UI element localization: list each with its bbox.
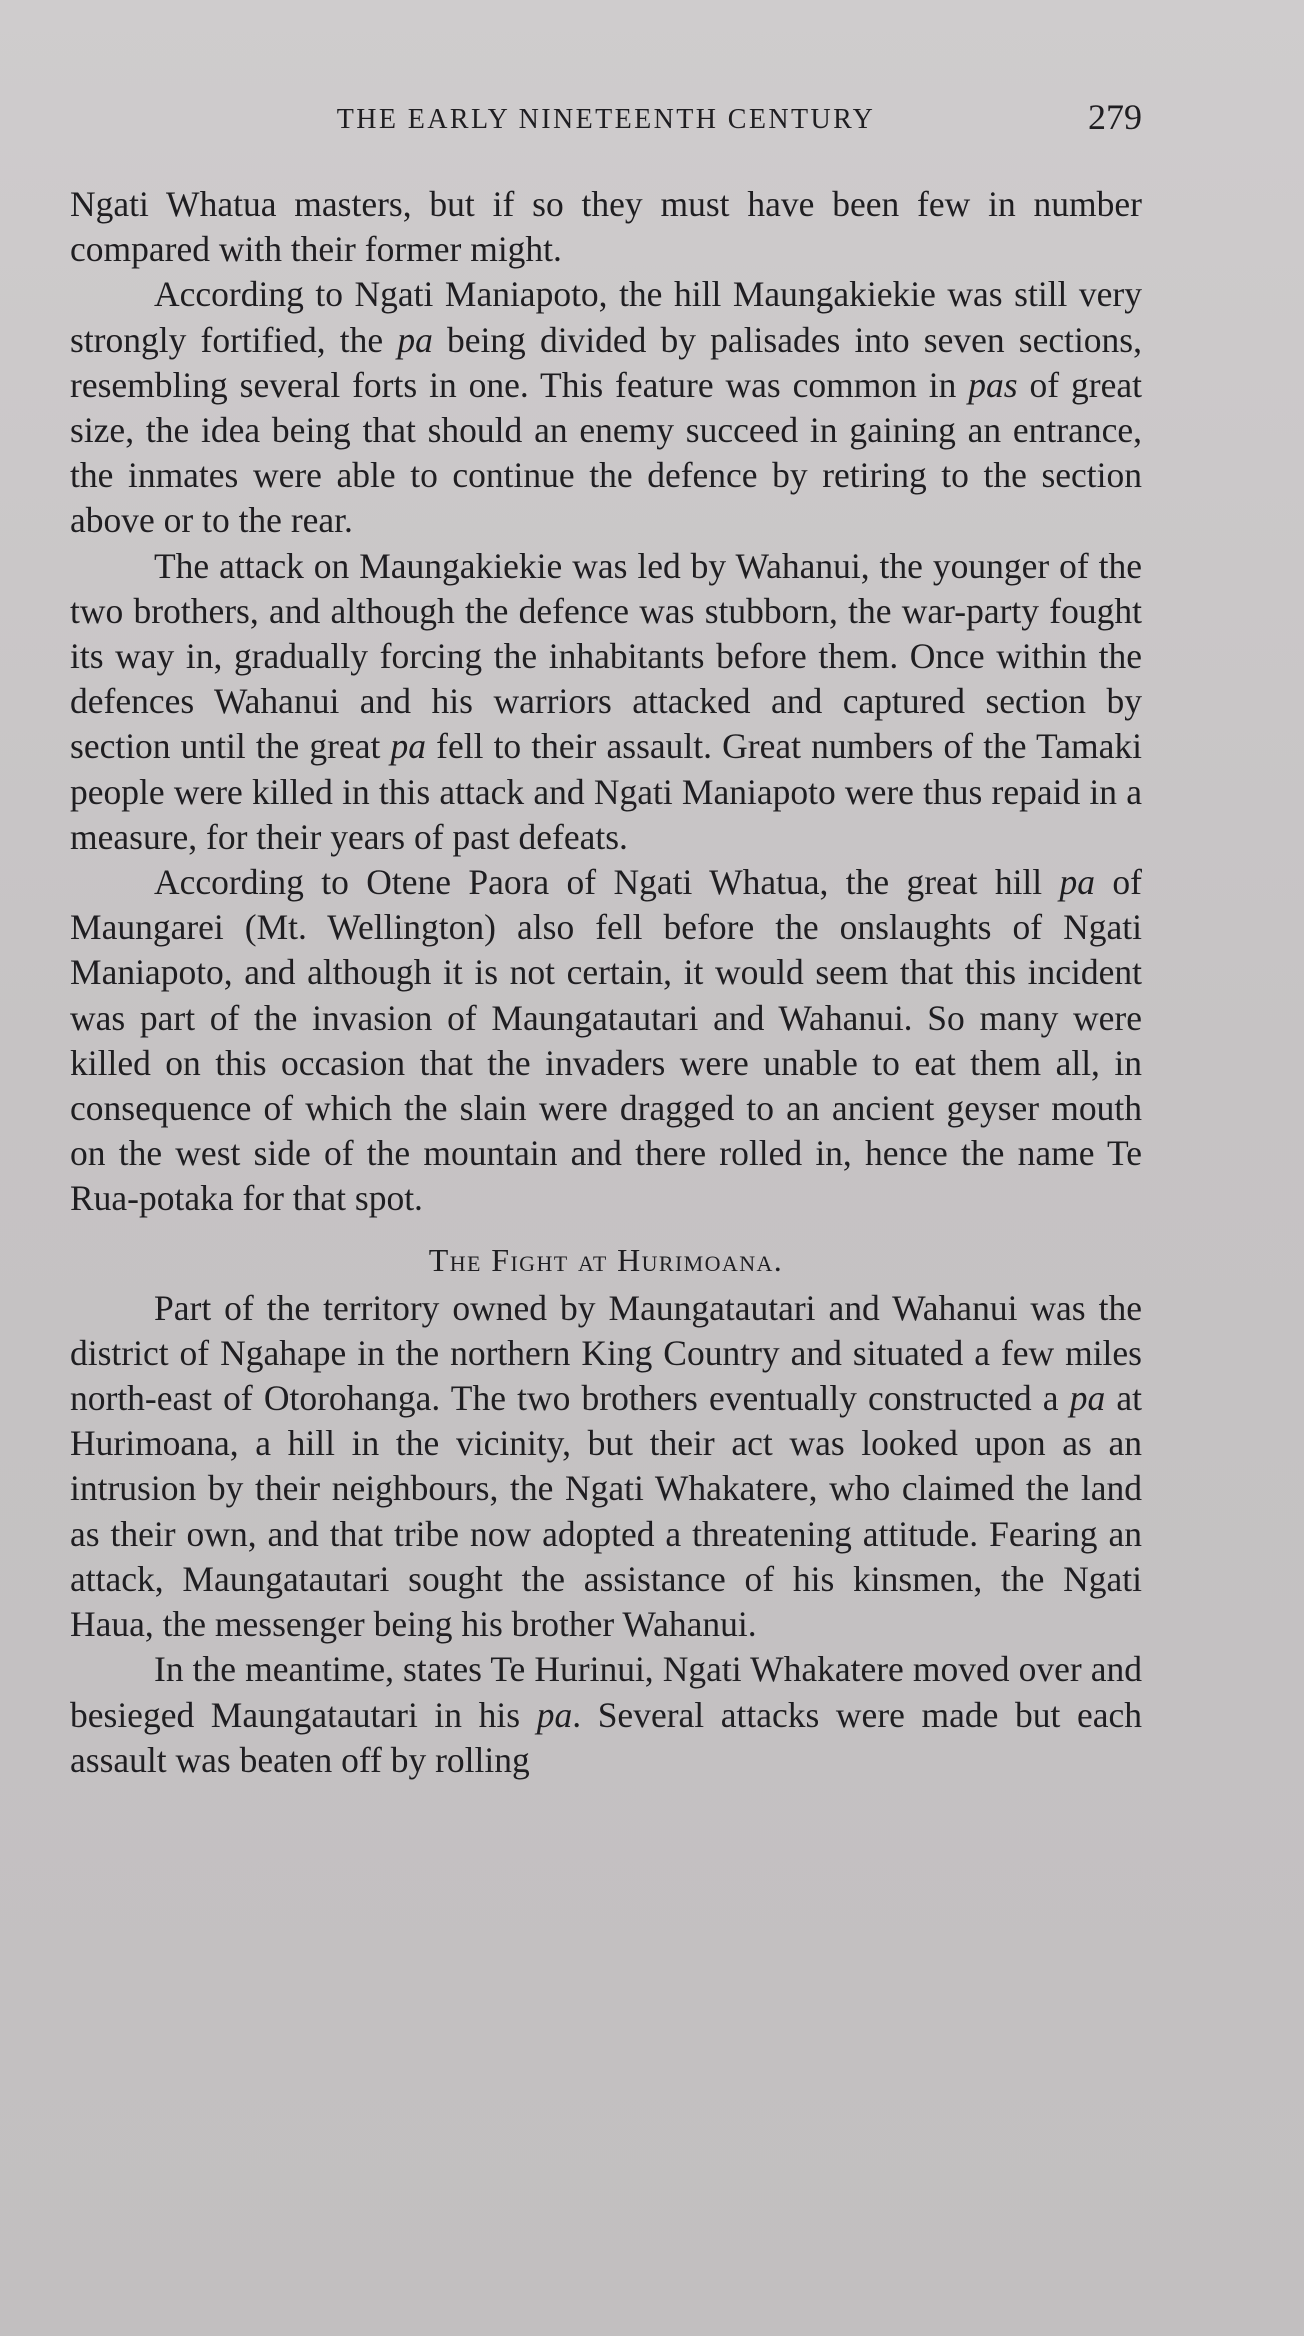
text-run: at Hurimoana, a hill in the vicinity, but their act was looked upon as an intrusion by their neighbours, the Ngati Whakatere, who claimed the land as their own, and that tribe now adopted a threatening attitude. Fearing an attack, Maungatautari sought the assistance of his kinsmen, the Ngati Haua, the messenger being his brother Wahanui. xyxy=(70,1378,1143,1645)
page-number: 279 xyxy=(1088,97,1142,137)
italic-term: pa xyxy=(397,319,433,360)
italic-term: pa xyxy=(1059,862,1096,903)
book-page xyxy=(70,96,1142,1783)
text-run: According to Ngati Maniapoto, the hill Maungakiekie was still very strongly fortified, the xyxy=(70,274,1142,360)
running-head xyxy=(70,96,1142,148)
text-run: . Several attacks were made but each assault was beaten off by rolling xyxy=(70,1694,1142,1780)
italic-term: pa xyxy=(1069,1378,1106,1419)
paragraph-5 xyxy=(70,1286,1142,1648)
text-run: being divided by palisades into seven sections, resembling several forts in one. This feature was common in xyxy=(70,319,1142,405)
italic-term: pas xyxy=(968,364,1018,405)
text-run: The attack on Maungakiekie was led by Wahanui, the younger of the two brothers, and although the defence was stubborn, the war-party fought its way in, gradually forcing the inhabitants before them. Once within the defences Wahanui and his warriors attacked and captured section by section until the great xyxy=(70,545,1142,767)
paragraph-1 xyxy=(70,182,1142,272)
paragraph-3 xyxy=(70,544,1142,860)
section-heading: The Fight at Hurimoana. xyxy=(428,1241,784,1278)
paragraph-6 xyxy=(70,1647,1142,1783)
text-run: Part of the territory owned by Maungatautari and Wahanui was the district of Ngahape in the northern King Country and situated a few miles north-east of Otorohanga. The two brothers eventually constructed a xyxy=(70,1287,1142,1419)
text-run: fell to their assault. Great numbers of the Tamaki people were killed in this attack and Ngati Maniapoto were thus repaid in a measure, for their years of past defeats. xyxy=(70,726,1142,857)
italic-term: pa xyxy=(536,1694,573,1735)
text-run: Ngati Whatua masters, but if so they must have been few in number compared with their former might. xyxy=(70,184,1142,270)
italic-term: pa xyxy=(390,726,426,767)
text-run: of Maungarei (Mt. Wellington) also fell before the onslaughts of Ngati Maniapoto, and although it is not certain, it would seem that this incident was part of the invasion of Maungatautari and Wahanui. So many were killed on this occasion that the invaders were unable to eat them all, in consequence of which the slain were dragged to an ancient geyser mouth on the west side of the mountain and there rolled in, hence the name Te Rua-potaka for that spot. xyxy=(70,862,1142,1219)
paragraph-2 xyxy=(70,272,1142,543)
paragraph-4 xyxy=(70,860,1142,1222)
text-run: According to Otene Paora of Ngati Whatua, the great hill xyxy=(154,862,1060,903)
body-text xyxy=(70,182,1142,1783)
running-title: THE EARLY NINETEENTH CENTURY xyxy=(336,104,876,135)
text-run: In the meantime, states Te Hurinui, Ngati Whakatere moved over and besieged Maungatautari in his xyxy=(70,1649,1142,1735)
text-run: of great size, the idea being that should an enemy succeed in gaining an entrance, the inmates were able to continue the defence by retiring to the section above or to the rear. xyxy=(70,364,1142,541)
